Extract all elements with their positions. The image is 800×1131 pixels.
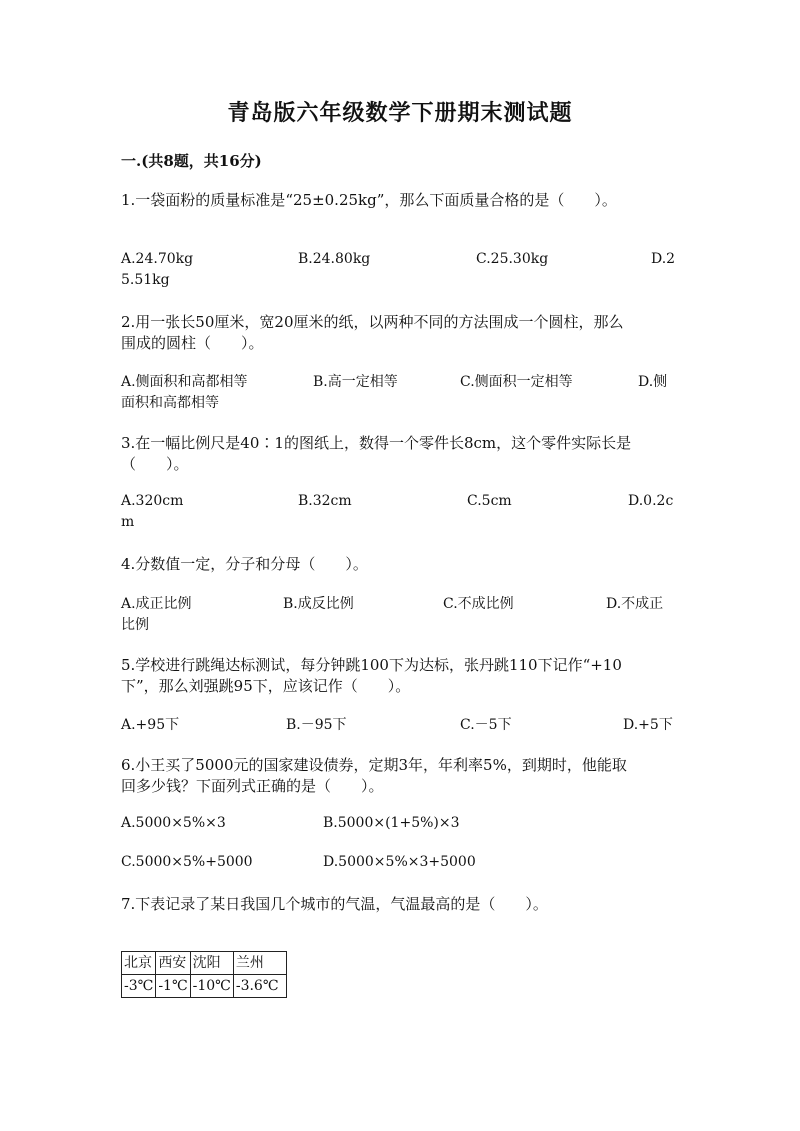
table-header-cell: 西安	[156, 952, 190, 975]
question-3-option-b: B.32cm	[298, 493, 352, 509]
question-3-option-c: C.5cm	[467, 493, 512, 509]
question-3-text-line2: （ ）。	[121, 455, 189, 473]
question-3-option-d: D.0.2c	[628, 493, 674, 509]
question-1-option-b: B.24.80kg	[298, 251, 371, 267]
question-5-option-d: D.+5下	[623, 717, 673, 733]
table-cell: -3.6℃	[233, 975, 286, 998]
question-2-option-c: C.侧面积一定相等	[460, 374, 573, 390]
question-5-option-b: B.－95下	[286, 717, 347, 733]
question-5-option-c: C.－5下	[460, 717, 512, 733]
temperature-table	[121, 951, 287, 998]
table-header-row	[122, 952, 287, 975]
question-4-option-a: A.成正比例	[121, 596, 192, 612]
question-4-option-d: D.不成正	[606, 596, 664, 612]
question-4-text: 4.分数值一定，分子和分母（ ）。	[121, 555, 368, 573]
question-2-option-d: D.侧	[638, 374, 668, 390]
question-2-option-a: A.侧面积和高都相等	[121, 374, 248, 390]
question-5-option-a: A.+95下	[121, 717, 180, 733]
question-3-text: 3.在一幅比例尺是40∶1的图纸上，数得一个零件长8cm，这个零件实际长是	[121, 434, 632, 452]
question-4-option-d-wrap: 比例	[121, 617, 149, 633]
question-1-option-a: A.24.70kg	[121, 251, 194, 267]
question-6-option-c: C.5000×5%+5000	[121, 854, 253, 870]
question-6-option-a: A.5000×5%×3	[121, 815, 226, 831]
table-cell: -10℃	[190, 975, 233, 998]
question-4-option-c: C.不成比例	[443, 596, 514, 612]
table-cell: -3℃	[122, 975, 156, 998]
question-2-option-d-wrap: 面积和高都相等	[121, 395, 219, 411]
page-title: 青岛版六年级数学下册期末测试题	[227, 100, 573, 126]
question-1-text: 1.一袋面粉的质量标准是“25±0.25kg”，那么下面质量合格的是（ ）。	[121, 191, 617, 209]
table-cell: -1℃	[156, 975, 190, 998]
question-6-option-b: B.5000×(1+5%)×3	[323, 815, 460, 831]
section-heading: 一.(共8题，共16分)	[121, 152, 262, 170]
question-6-option-d: D.5000×5%×3+5000	[323, 854, 476, 870]
question-5-text-line2: 下”，那么刘强跳95下，应该记作（ ）。	[121, 677, 411, 695]
question-1-option-c: C.25.30kg	[476, 251, 549, 267]
question-6-text-line2: 回多少钱？下面列式正确的是（ ）。	[121, 777, 384, 795]
table-header-cell: 沈阳	[190, 952, 233, 975]
table-header-cell: 兰州	[233, 952, 286, 975]
question-5-text: 5.学校进行跳绳达标测试，每分钟跳100下为达标，张丹跳110下记作“+10	[121, 656, 622, 674]
question-7-text: 7.下表记录了某日我国几个城市的气温，气温最高的是（ ）。	[121, 895, 548, 913]
question-2-option-b: B.高一定相等	[313, 374, 398, 390]
question-4-option-b: B.成反比例	[283, 596, 354, 612]
question-3-option-a: A.320cm	[121, 493, 184, 509]
question-2-text: 2.用一张长50厘米，宽20厘米的纸，以两种不同的方法围成一个圆柱，那么	[121, 313, 624, 331]
question-1-option-d: D.2	[651, 251, 676, 267]
table-header-cell: 北京	[122, 952, 156, 975]
question-3-option-d-wrap: m	[121, 514, 135, 530]
question-1-option-d-wrap: 5.51kg	[121, 272, 170, 288]
question-6-text: 6.小王买了5000元的国家建设债券，定期3年，年利率5%，到期时，他能取	[121, 756, 627, 774]
table-row	[122, 975, 287, 998]
question-2-text-line2: 围成的圆柱（ ）。	[121, 334, 264, 352]
